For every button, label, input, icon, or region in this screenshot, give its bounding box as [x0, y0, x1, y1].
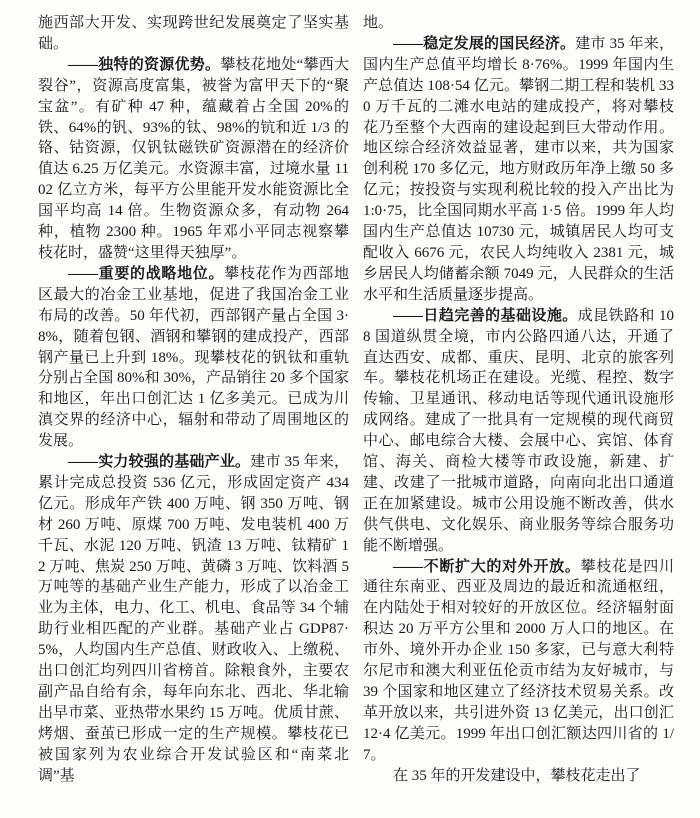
- paragraph-lead: ——重要的战略地位。: [68, 265, 225, 282]
- paragraph-lead: ——稳定发展的国民经济。: [393, 35, 576, 52]
- paragraph-lead: ——日趋完善的基础设施。: [393, 307, 578, 324]
- paragraph: ——重要的战略地位。攀枝花作为西部地区最大的冶金工业基地，促进了我国冶金工业布局的改善。50 年代初，西部钢产量占全国 3·8%，随着包钢、酒钢和攀钢的建成投产，西部钢产量已上升到 18%。现攀枝花的钒钛和重轨分别占全国 80%和 30%，产品销往 20 多个国家和地区，年出口创汇达 1 亿多美元。已成为川滇交界的经济中心，辐射和带动了周围地区的发展。: [38, 265, 349, 450]
- paragraph: ——不断扩大的对外开放。攀枝花是四川通往东南亚、西亚及周边的最近和流通枢纽，在内陆处于相对较好的开放区位。经济辐射面积达 20 万平方公里和 2000 万人口的地区。在市外、境外开办企业 150 多家，已与意大利特尔尼市和澳大利亚伍伦贡市结为友好城市，与 39 个国家和地区建立了经济技术贸易关系。改革开放以来，共引进外资 13 亿美元，出口创汇 12·4 亿美元。1999 年出口创汇额达四川省的 1/7。: [363, 558, 674, 763]
- paragraph: ——稳定发展的国民经济。建市 35 年来，国内生产总值平均增长 8·76%。1999 年国内生产总值达 108·54 亿元。攀钢二期工程和装机 330 万千瓦的二滩水电站的建成投产，将对攀枝花乃至整个大西南的建设起到巨大带动作用。地区综合经济效益显著，建市以来，共为国家创利税 170 多亿元，地方财政历年净上缴 50 多亿元；按投资与实现利税比较的投入产出比为 1:0·75，比全国同期水平高 1·5 倍。1999 年人均国内生产总值达 10730 元，城镇居民人均可支配收入 6676 元，农民人均纯收入 2381 元，城乡居民人均储蓄余额 7049 元，人民群众的生活水平和生活质量逐步提高。: [363, 35, 674, 303]
- paragraph-lead: ——不断扩大的对外开放。: [393, 558, 581, 575]
- paragraph: 施西部大开发、实现跨世纪发展奠定了坚实基础。: [38, 15, 349, 52]
- text-column-right: [363, 13, 674, 818]
- paragraph: 地。: [363, 15, 394, 31]
- paragraph: ——独特的资源优势。攀枝花地处“攀西大裂谷”，资源高度富集，被誉为富甲天下的“聚宝盆”。有矿种 47 种，蕴藏着占全国 20%的铁、64%的钒、93%的钛、98%的钪和近 1/3 的铬、钴资源，仅钒钛磁铁矿资源潜在的经济价值达 6.25 万亿美元。水资源丰富，过境水量 1102 亿立方米，每平方公里能开发水能资源比全国平均高 14 倍。生物资源众多，有动物 264 种，植物 2300 种。1965 年邓小平同志视察攀枝花时，盛赞“这里得天独厚”。: [38, 56, 349, 261]
- paragraph: ——日趋完善的基础设施。成昆铁路和 108 国道纵贯全境，市内公路四通八达，开通了直达西安、成都、重庆、昆明、北京的旅客列车。攀枝花机场正在建设。光缆、程控、数字传输、卫星通讯、移动电话等现代通讯设施形成网络。建成了一批具有一定规模的现代商贸中心、邮电综合大楼、会展中心、宾馆、体育馆、海关、商检大楼等市政设施，新建、扩建、改建了一批城市道路，向南向北出口通道正在加紧建设。城市公用设施不断改善，供水供气供电、文化娱乐、商业服务等综合服务功能不断增强。: [363, 307, 674, 554]
- paragraph-lead: ——实力较强的基础产业。: [68, 454, 251, 471]
- text-column-left: [38, 13, 349, 818]
- paragraph-lead: ——独特的资源优势。: [68, 56, 221, 73]
- paragraph: 在 35 年的开发建设中，攀枝花走出了: [393, 767, 641, 784]
- paragraph: ——实力较强的基础产业。建市 35 年来，累计完成总投资 536 亿元，形成固定资产 434 亿元。形成年产铁 400 万吨、钢 350 万吨、钢材 260 万吨、原煤 700 万吨、发电装机 400 万千瓦、水泥 120 万吨、钒渣 13 万吨、钛精矿 12 万吨、焦炭 250 万吨、黄磷 3 万吨、饮料酒 5 万吨等的基础产业生产能力，形成了以冶金工业为主体，电力、化工、机电、食品等 34 个辅助行业相匹配的产业群。基础产业占 GDP87·5%，人均国内生产总值、财政收入、上缴税、出口创汇均列四川省榜首。除粮食外，主要农副产品自给有余，每年向东北、西北、华北输出早市菜、亚热带水果约 15 万吨。优质甘蔗、烤烟、蚕茧已形成一定的生产规模。攀枝花已被国家列为农业综合开发试验区和“南菜北调”基: [38, 454, 349, 784]
